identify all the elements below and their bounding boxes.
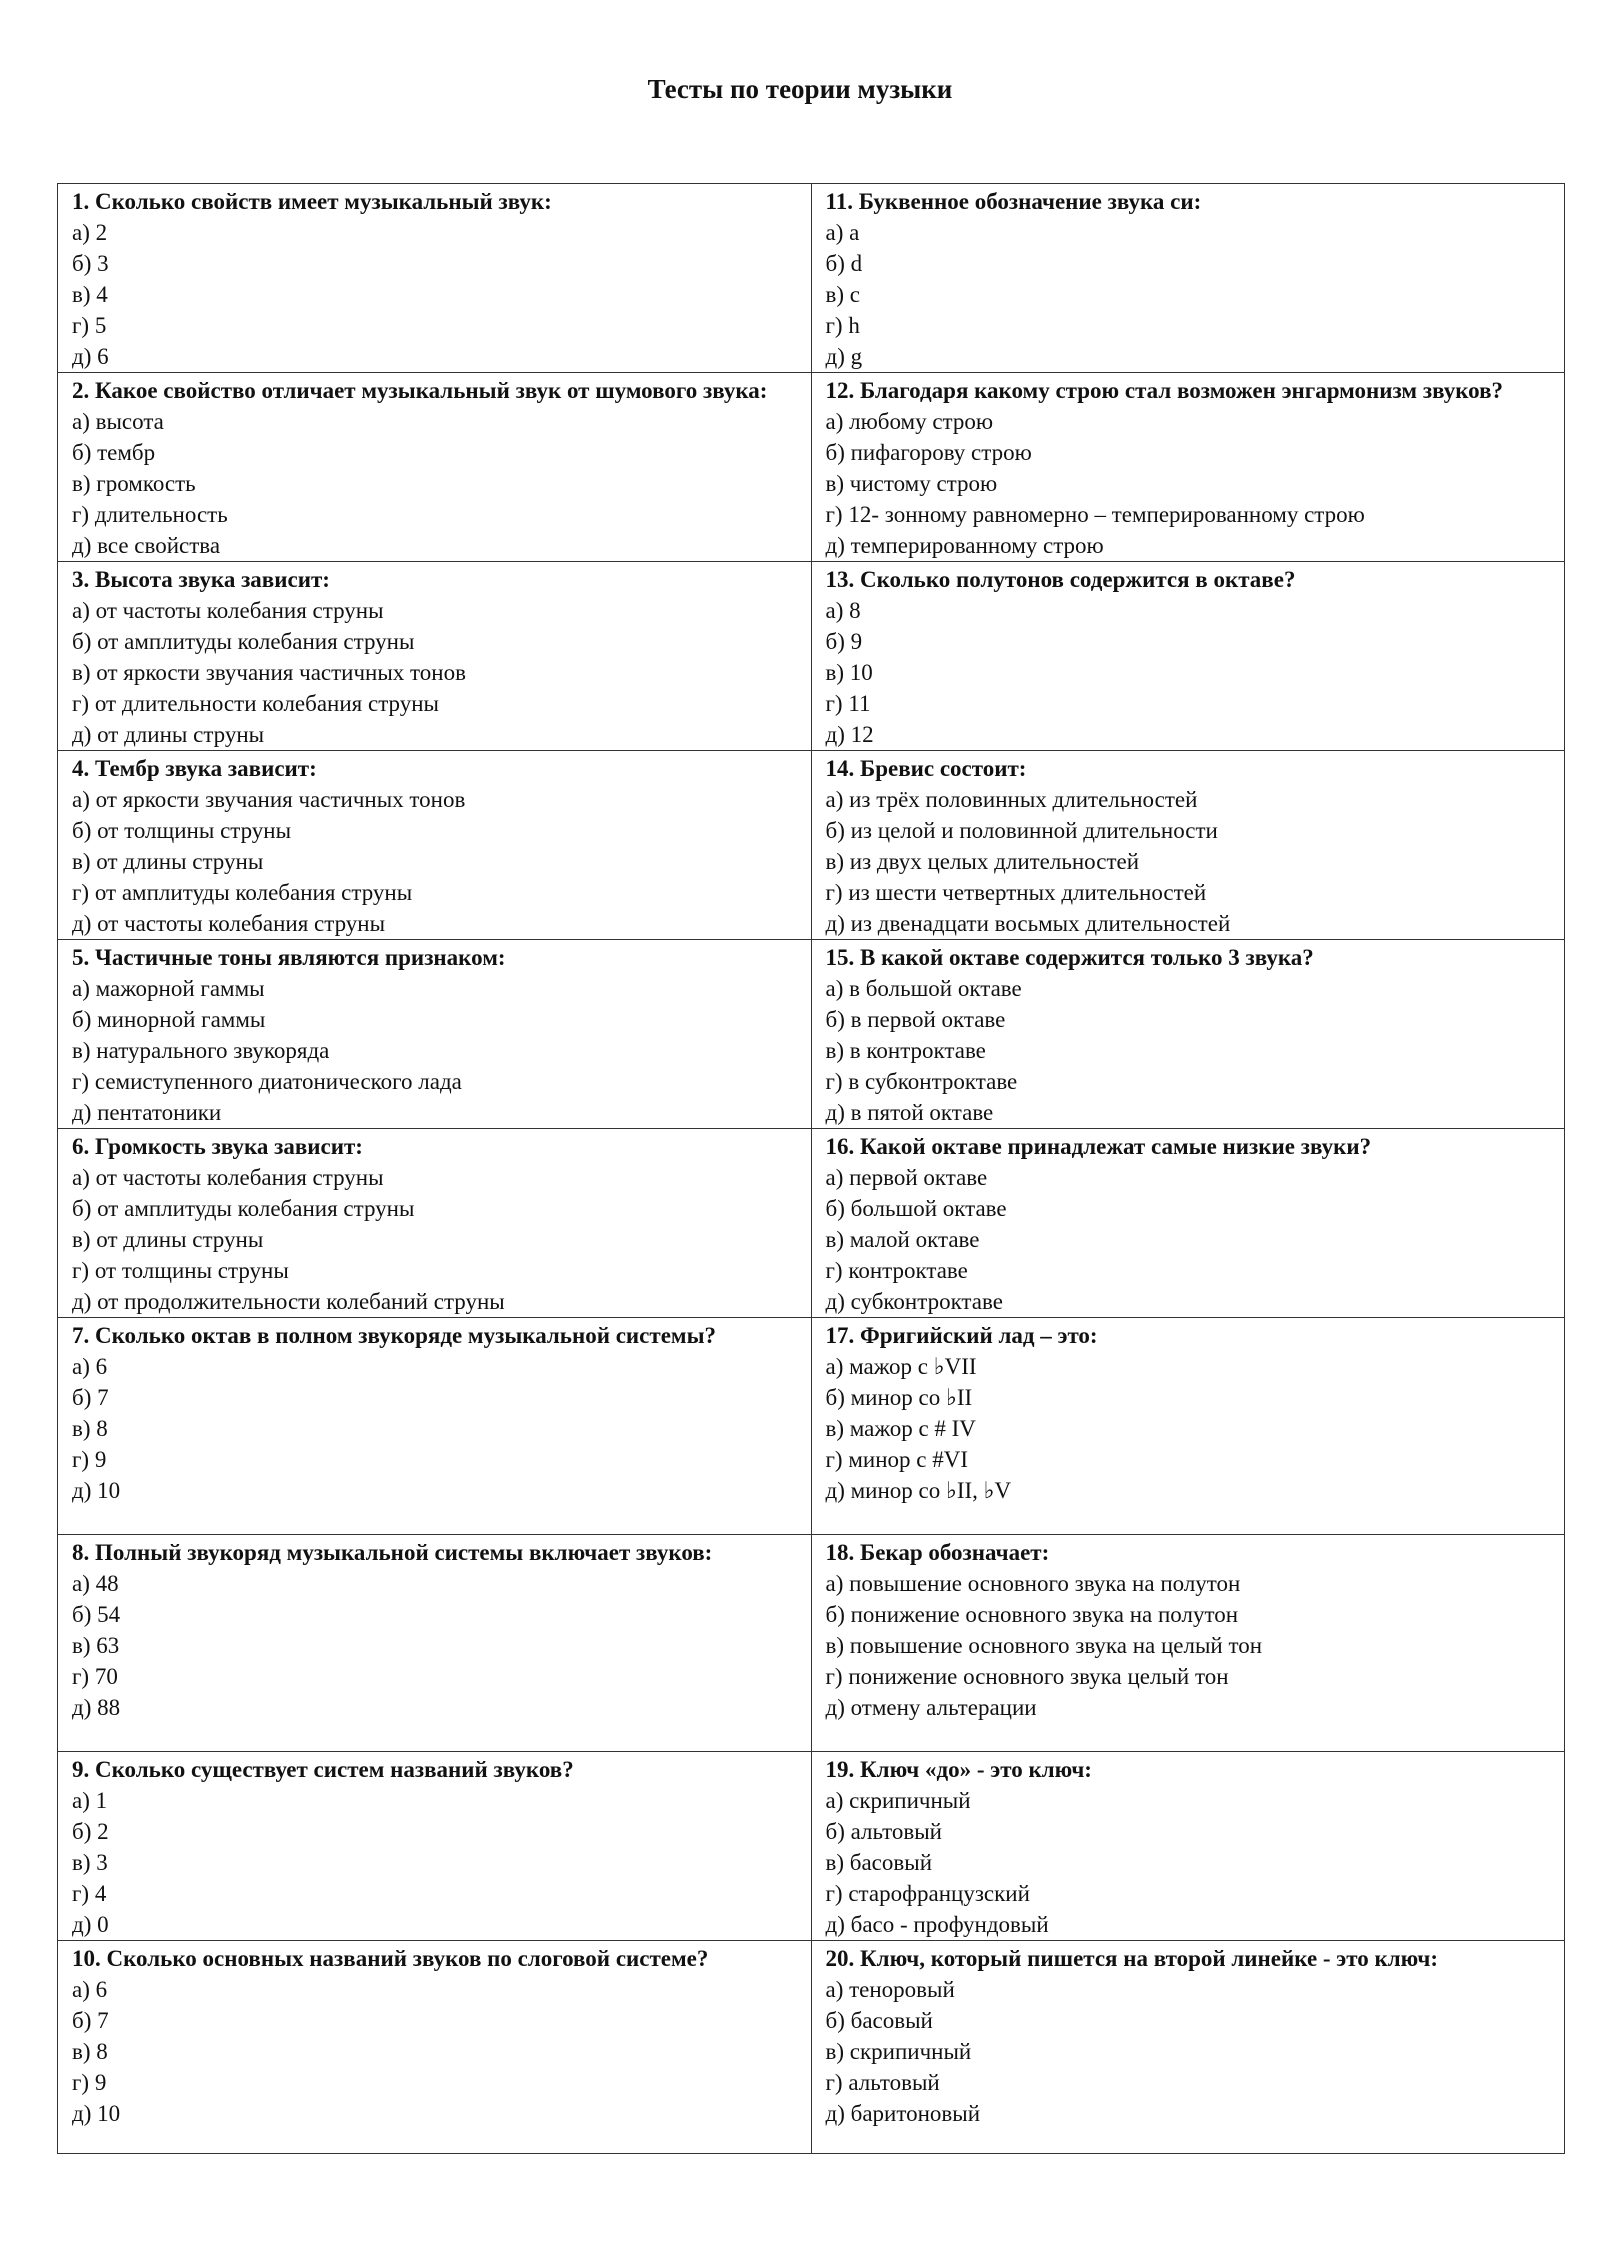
- answer-option: в) чистому строю: [825, 471, 998, 496]
- answer-option: г) старофранцузский: [825, 1881, 1030, 1906]
- answer-option: а) 2: [72, 220, 108, 245]
- answer-option: в) в контроктаве: [825, 1038, 986, 1063]
- table-row: [58, 562, 1565, 751]
- question-cell: [811, 940, 1565, 1129]
- answer-option: б) тембр: [72, 440, 156, 465]
- answer-option: б) альтовый: [825, 1819, 942, 1844]
- answer-option: д) все свойства: [72, 533, 221, 558]
- answer-option: а) 48: [72, 1571, 119, 1596]
- answer-option: б) минор со ♭II: [825, 1385, 973, 1410]
- answer-option: б) 7: [72, 1385, 109, 1410]
- question-text: 16. Какой октаве принадлежат самые низкие звуки?: [825, 1134, 1372, 1159]
- answer-option: г) в субконтроктаве: [825, 1069, 1018, 1094]
- table-row: [58, 184, 1565, 373]
- answer-option: д) от продолжительности колебаний струны: [72, 1289, 505, 1314]
- answer-option: а) a: [825, 220, 860, 245]
- answer-option: в) мажор с # IV: [825, 1416, 976, 1441]
- table-row: [58, 1752, 1565, 1941]
- question-cell: [58, 373, 812, 562]
- answer-option: д) темперированному строю: [825, 533, 1104, 558]
- answer-option: д) 88: [72, 1695, 121, 1720]
- table-row: [58, 1535, 1565, 1752]
- question-cell: [811, 373, 1565, 562]
- answer-option: б) большой октаве: [825, 1196, 1007, 1221]
- answer-option: б) басовый: [825, 2008, 933, 2033]
- answer-option: в) 8: [72, 2039, 108, 2064]
- answer-option: д) 6: [72, 344, 109, 369]
- answer-option: д) 0: [72, 1912, 109, 1937]
- answer-option: д) в пятой октаве: [825, 1100, 994, 1125]
- question-text: 7. Сколько октав в полном звукоряде музыкальной системы?: [72, 1323, 717, 1348]
- question-text: 6. Громкость звука зависит:: [72, 1134, 363, 1159]
- question-cell: [58, 562, 812, 751]
- answer-option: г) семиступенного диатонического лада: [72, 1069, 462, 1094]
- table-row: [58, 1129, 1565, 1318]
- answer-option: а) первой октаве: [825, 1165, 988, 1190]
- answer-option: г) 11: [825, 691, 871, 716]
- answer-option: г) 70: [72, 1664, 118, 1689]
- answer-option: а) из трёх половинных длительностей: [825, 787, 1198, 812]
- question-cell: [811, 1129, 1565, 1318]
- answer-option: д) 12: [825, 722, 874, 747]
- question-cell: [58, 1752, 812, 1941]
- answer-option: д) пентатоники: [72, 1100, 222, 1125]
- answer-option: в) от яркости звучания частичных тонов: [72, 660, 466, 685]
- table-row: [58, 751, 1565, 940]
- answer-option: в) от длины струны: [72, 1227, 264, 1252]
- answer-option: в) 63: [72, 1633, 120, 1658]
- question-cell: [58, 1318, 812, 1535]
- answer-option: в) c: [825, 282, 860, 307]
- answer-option: б) от толщины струны: [72, 818, 292, 843]
- answer-option: а) 6: [72, 1354, 108, 1379]
- question-text: 2. Какое свойство отличает музыкальный звук от шумового звука:: [72, 378, 768, 403]
- question-cell: [58, 751, 812, 940]
- question-cell: [58, 1941, 812, 2154]
- question-text: 10. Сколько основных названий звуков по слоговой системе?: [72, 1946, 709, 1971]
- answer-option: а) в большой октаве: [825, 976, 1022, 1001]
- question-text: 20. Ключ, который пишется на второй линейке - это ключ:: [825, 1946, 1438, 1971]
- answer-option: в) повышение основного звука на целый тон: [825, 1633, 1263, 1658]
- question-cell: [811, 1941, 1565, 2154]
- answer-option: б) 3: [72, 251, 109, 276]
- answer-option: д) из двенадцати восьмых длительностей: [825, 911, 1231, 936]
- question-text: 19. Ключ «до» - это ключ:: [825, 1757, 1092, 1782]
- table-row: [58, 373, 1565, 562]
- question-text: 5. Частичные тоны являются признаком:: [72, 945, 506, 970]
- answer-option: г) 5: [72, 313, 107, 338]
- answer-option: г) от длительности колебания струны: [72, 691, 440, 716]
- answer-option: в) 10: [825, 660, 873, 685]
- answer-option: а) мажорной гаммы: [72, 976, 265, 1001]
- answer-option: а) от частоты колебания струны: [72, 1165, 384, 1190]
- question-cell: [811, 1318, 1565, 1535]
- question-cell: [811, 184, 1565, 373]
- answer-option: д) 10: [72, 1478, 121, 1503]
- question-cell: [58, 1129, 812, 1318]
- answer-option: д) отмену альтерации: [825, 1695, 1037, 1720]
- answer-option: г) 4: [72, 1881, 107, 1906]
- question-text: 13. Сколько полутонов содержится в октаве?: [825, 567, 1296, 592]
- answer-option: д) басо - профундовый: [825, 1912, 1049, 1937]
- table-row: [58, 1318, 1565, 1535]
- answer-option: б) пифагорову строю: [825, 440, 1032, 465]
- question-cell: [58, 1535, 812, 1752]
- answer-option: г) альтовый: [825, 2070, 940, 2095]
- answer-option: г) контроктаве: [825, 1258, 968, 1283]
- answer-option: б) из целой и половинной длительности: [825, 818, 1218, 843]
- question-cell: [811, 1535, 1565, 1752]
- answer-option: г) h: [825, 313, 860, 338]
- answer-option: б) понижение основного звука на полутон: [825, 1602, 1239, 1627]
- answer-option: д) от длины струны: [72, 722, 265, 747]
- answer-option: д) минор со ♭II, ♭V: [825, 1478, 1012, 1503]
- answer-option: а) 1: [72, 1788, 108, 1813]
- answer-option: б) минорной гаммы: [72, 1007, 266, 1032]
- answer-option: б) от амплитуды колебания струны: [72, 1196, 415, 1221]
- answer-option: а) 6: [72, 1977, 108, 2002]
- answer-option: в) малой октаве: [825, 1227, 980, 1252]
- answer-option: д) баритоновый: [825, 2101, 981, 2126]
- answer-option: в) басовый: [825, 1850, 933, 1875]
- answer-option: а) любому строю: [825, 409, 994, 434]
- answer-option: д) субконтроктаве: [825, 1289, 1003, 1314]
- question-cell: [811, 751, 1565, 940]
- answer-option: а) высота: [72, 409, 164, 434]
- answer-option: б) от амплитуды колебания струны: [72, 629, 415, 654]
- answer-option: а) мажор с ♭VII: [825, 1354, 977, 1379]
- question-text: 9. Сколько существует систем названий звуков?: [72, 1757, 574, 1782]
- answer-option: б) d: [825, 251, 863, 276]
- question-text: 12. Благодаря какому строю стал возможен энгармонизм звуков?: [825, 378, 1504, 403]
- answer-option: д) g: [825, 344, 863, 369]
- question-text: 8. Полный звукоряд музыкальной системы включает звуков:: [72, 1540, 713, 1565]
- answer-option: в) 8: [72, 1416, 108, 1441]
- answer-option: в) из двух целых длительностей: [825, 849, 1140, 874]
- answer-option: а) от яркости звучания частичных тонов: [72, 787, 466, 812]
- answer-option: г) длительность: [72, 502, 228, 527]
- question-text: 4. Тембр звука зависит:: [72, 756, 317, 781]
- answer-option: г) 9: [72, 2070, 107, 2095]
- answer-option: б) 9: [825, 629, 863, 654]
- quiz-table: [57, 183, 1565, 2154]
- answer-option: а) скрипичный: [825, 1788, 971, 1813]
- answer-option: б) в первой октаве: [825, 1007, 1006, 1032]
- table-row: [58, 940, 1565, 1129]
- question-text: 17. Фригийский лад – это:: [825, 1323, 1098, 1348]
- answer-option: г) минор с #VI: [825, 1447, 968, 1472]
- question-text: 11. Буквенное обозначение звука си:: [825, 189, 1202, 214]
- question-text: 14. Бревис состоит:: [825, 756, 1027, 781]
- answer-option: в) громкость: [72, 471, 196, 496]
- answer-option: б) 2: [72, 1819, 109, 1844]
- question-cell: [811, 562, 1565, 751]
- answer-option: г) понижение основного звука целый тон: [825, 1664, 1229, 1689]
- question-text: 1. Сколько свойств имеет музыкальный звук:: [72, 189, 552, 214]
- answer-option: в) натурального звукоряда: [72, 1038, 330, 1063]
- answer-option: в) от длины струны: [72, 849, 264, 874]
- question-text: 15. В какой октаве содержится только 3 звука?: [825, 945, 1314, 970]
- table-row: [58, 1941, 1565, 2154]
- answer-option: д) 10: [72, 2101, 121, 2126]
- answer-option: г) 12- зонному равномерно – темперированному строю: [825, 502, 1365, 527]
- answer-option: а) от частоты колебания струны: [72, 598, 384, 623]
- answer-option: б) 54: [72, 1602, 121, 1627]
- question-cell: [58, 184, 812, 373]
- answer-option: в) 3: [72, 1850, 108, 1875]
- question-text: 3. Высота звука зависит:: [72, 567, 330, 592]
- answer-option: а) повышение основного звука на полутон: [825, 1571, 1241, 1596]
- answer-option: а) теноровый: [825, 1977, 955, 2002]
- question-cell: [58, 940, 812, 1129]
- answer-option: в) 4: [72, 282, 108, 307]
- answer-option: г) из шести четвертных длительностей: [825, 880, 1207, 905]
- question-cell: [811, 1752, 1565, 1941]
- answer-option: б) 7: [72, 2008, 109, 2033]
- answer-option: в) скрипичный: [825, 2039, 972, 2064]
- answer-option: а) 8: [825, 598, 861, 623]
- answer-option: г) от толщины струны: [72, 1258, 289, 1283]
- answer-option: д) от частоты колебания струны: [72, 911, 386, 936]
- question-text: 18. Бекар обозначает:: [825, 1540, 1050, 1565]
- answer-option: г) 9: [72, 1447, 107, 1472]
- page-title: Тесты по теории музыки: [647, 74, 953, 104]
- answer-option: г) от амплитуды колебания струны: [72, 880, 413, 905]
